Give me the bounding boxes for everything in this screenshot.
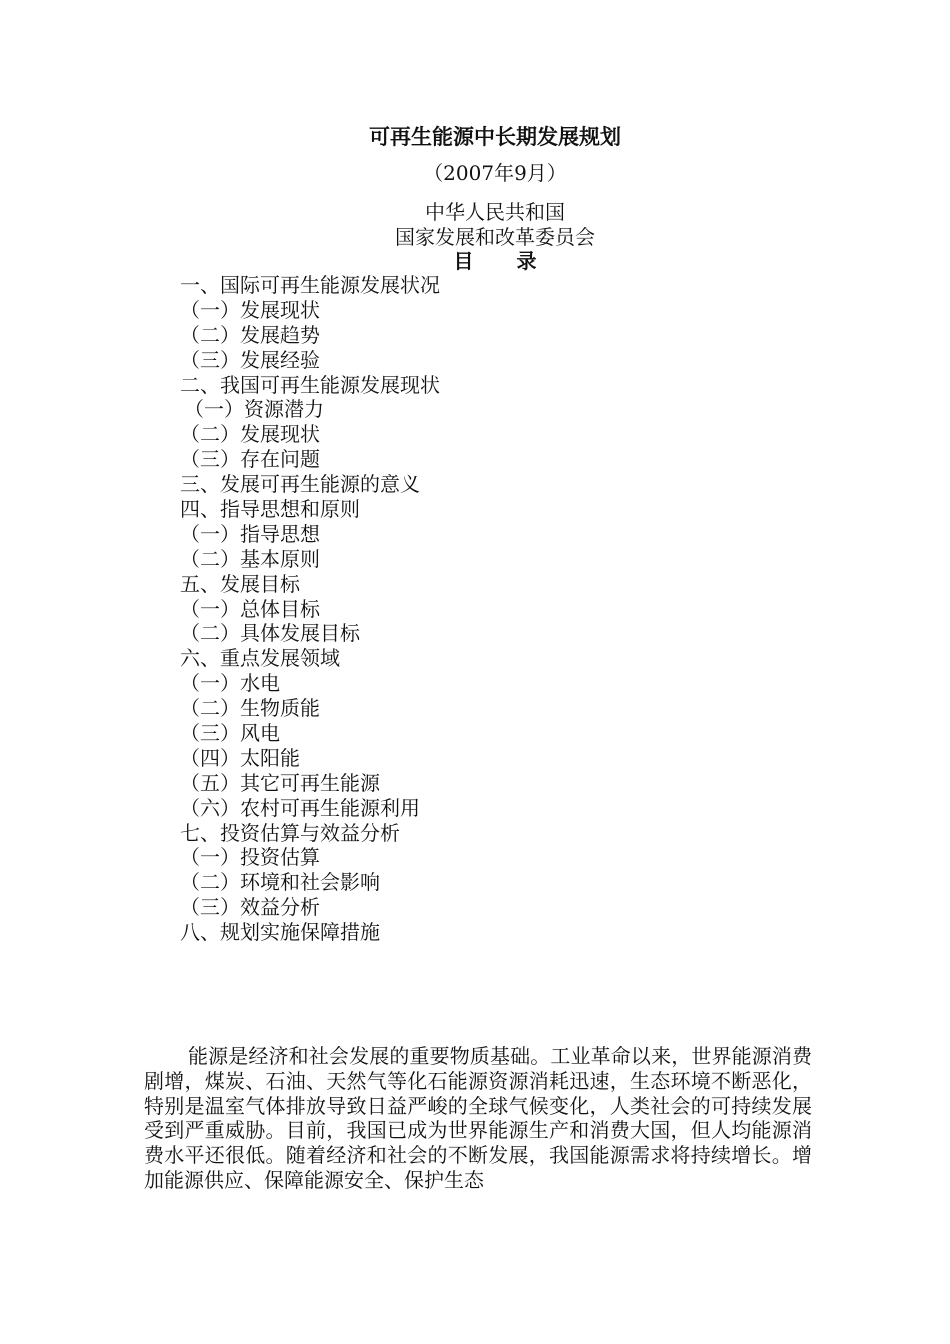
toc-item: （三）风电 bbox=[180, 721, 280, 746]
toc-item: （一）资源潜力 bbox=[184, 397, 324, 422]
issuer-country: 中华人民共和国 bbox=[425, 200, 565, 224]
toc-item: （二）环境和社会影响 bbox=[180, 870, 380, 895]
toc-item: 八、规划实施保障措施 bbox=[180, 920, 380, 945]
toc-item: （一）指导思想 bbox=[180, 521, 320, 546]
toc-item: （三）发展经验 bbox=[180, 347, 320, 372]
toc-item: 二、我国可再生能源发展现状 bbox=[180, 372, 440, 397]
toc-item: 四、指导思想和原则 bbox=[180, 497, 360, 522]
toc-item: 五、发展目标 bbox=[180, 571, 300, 596]
toc-item: （一）总体目标 bbox=[180, 596, 320, 621]
document-title: 可再生能源中长期发展规划 bbox=[369, 125, 621, 149]
toc-item: （二）基本原则 bbox=[180, 546, 320, 571]
toc-item: （六）农村可再生能源利用 bbox=[180, 795, 420, 820]
issuer-agency: 国家发展和改革委员会 bbox=[395, 225, 595, 249]
table-of-contents bbox=[180, 273, 440, 945]
toc-item: （二）生物质能 bbox=[180, 696, 320, 721]
toc-item: （五）其它可再生能源 bbox=[180, 770, 380, 795]
toc-heading: 目 录 bbox=[453, 249, 537, 273]
toc-item: 六、重点发展领域 bbox=[180, 646, 340, 671]
toc-item: （一）水电 bbox=[180, 671, 280, 696]
toc-item: （三）存在问题 bbox=[180, 447, 320, 472]
toc-item: 三、发展可再生能源的意义 bbox=[180, 472, 420, 497]
toc-item: （二）具体发展目标 bbox=[180, 621, 360, 646]
toc-item: （二）发展趋势 bbox=[180, 322, 320, 347]
body-paragraph: 能源是经济和社会发展的重要物质基础。工业革命以来，世界能源消费剧增，煤炭、石油、天然气等化石能源资源消耗迅速，生态环境不断恶化，特别是温室气体排放导致日益严峻的全球气候变化，人类社会的可持续发展受到严重威胁。目前，我国已成为世界能源生产和消费大国，但人均能源消费水平还很低。随着经济和社会的不断发展，我国能源需求将持续增长。增加能源供应、保障能源安全、保护生态 bbox=[144, 1044, 812, 1192]
toc-item: （二）发展现状 bbox=[180, 422, 320, 447]
toc-item: 一、国际可再生能源发展状况 bbox=[180, 273, 440, 297]
toc-item: （三）效益分析 bbox=[180, 895, 320, 920]
toc-item: （一）投资估算 bbox=[180, 845, 320, 870]
toc-item: （一）发展现状 bbox=[180, 297, 320, 322]
toc-item: 七、投资估算与效益分析 bbox=[180, 820, 400, 845]
document-date: （2007年9月） bbox=[423, 161, 567, 185]
toc-item: （四）太阳能 bbox=[180, 745, 300, 770]
